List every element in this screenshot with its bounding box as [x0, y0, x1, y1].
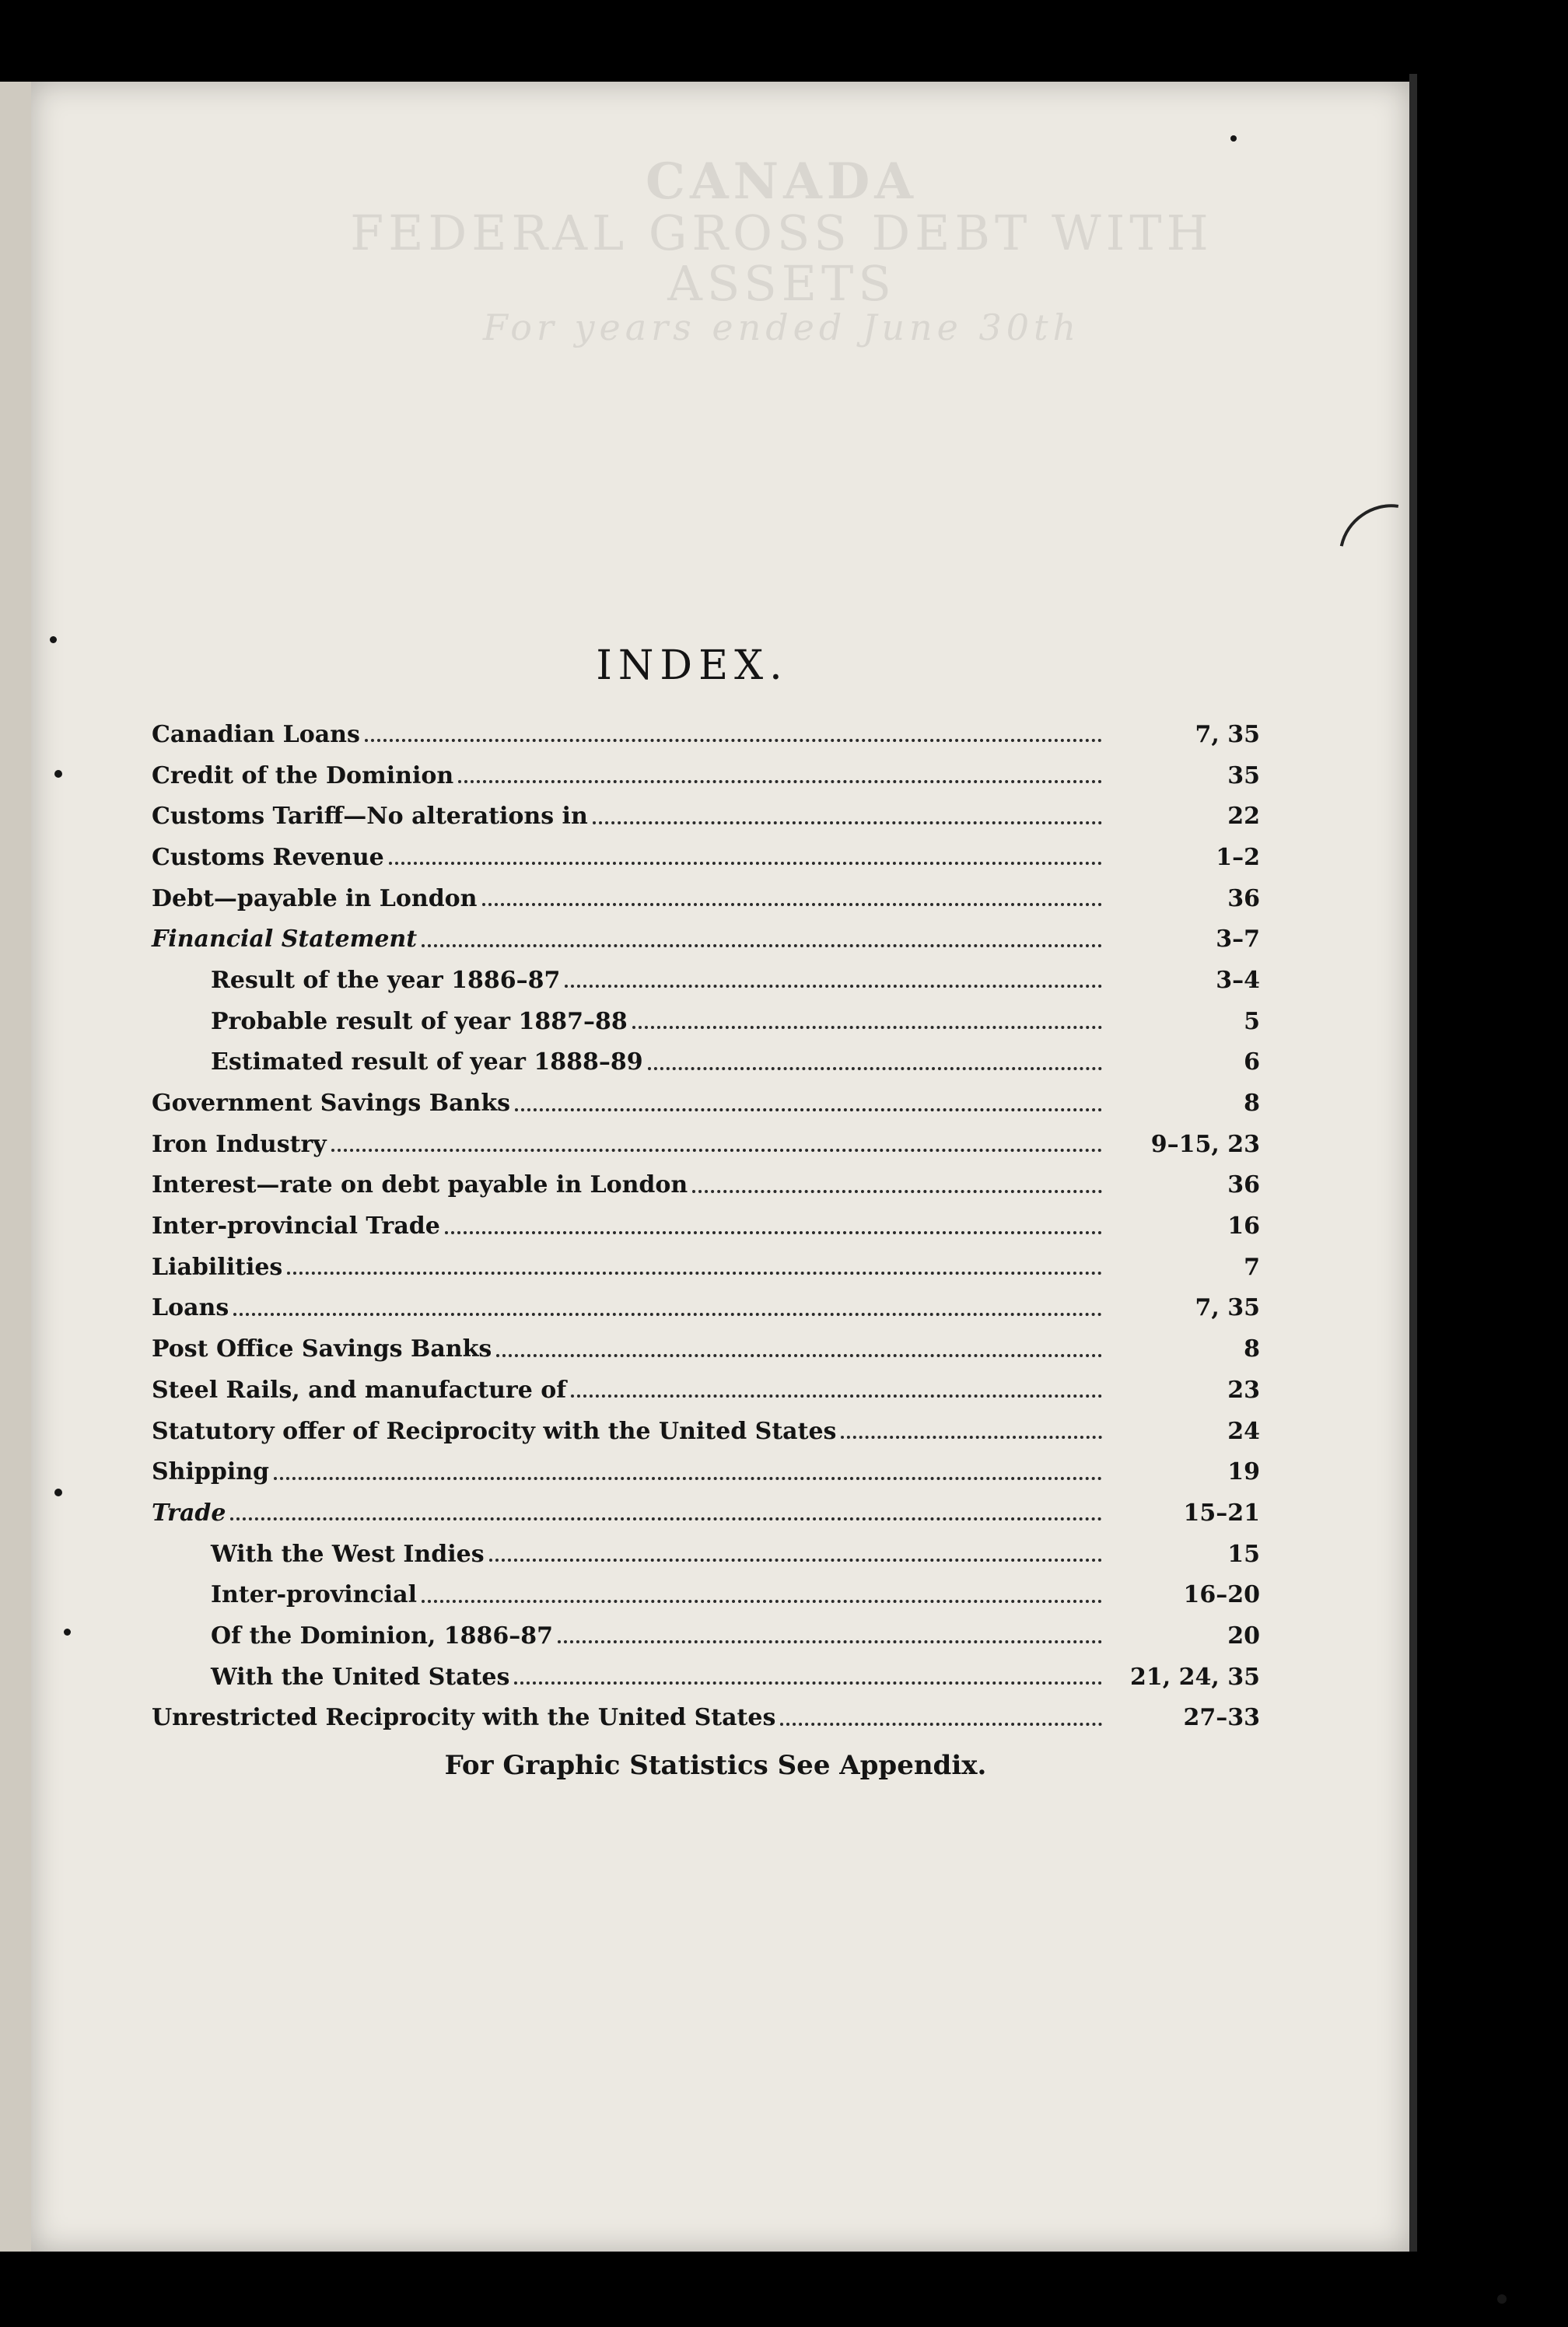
scan-speck — [64, 1629, 71, 1636]
dot-leader — [331, 1149, 1102, 1152]
bleed-through-line: CANADA — [646, 152, 918, 211]
dot-leader — [692, 1190, 1102, 1193]
index-subentry — [152, 1657, 1260, 1698]
entry-label: Canadian Loans — [152, 720, 360, 748]
dot-leader — [233, 1313, 1102, 1316]
dot-leader — [389, 862, 1102, 865]
index-subentry — [152, 1534, 1260, 1575]
dot-leader — [287, 1272, 1102, 1275]
entry-pages: 15 — [1227, 1540, 1260, 1568]
entry-label: Debt—payable in London — [152, 884, 478, 912]
entry-label: Of the Dominion, 1886–87 — [211, 1622, 554, 1650]
dot-leader — [514, 1681, 1102, 1685]
entry-label: Interest—rate on debt payable in London — [152, 1171, 688, 1199]
scan-speck — [54, 1489, 62, 1496]
entry-label: Inter-provincial — [211, 1581, 417, 1609]
entry-pages: 3–7 — [1216, 926, 1260, 954]
entry-pages: 16–20 — [1183, 1581, 1260, 1609]
entry-pages: 15–21 — [1183, 1499, 1260, 1527]
entry-pages: 7, 35 — [1195, 720, 1260, 748]
index-entry — [152, 714, 1260, 755]
index-entry — [152, 1165, 1260, 1206]
entry-pages: 22 — [1227, 803, 1260, 831]
dot-leader — [558, 1640, 1102, 1643]
dot-leader — [515, 1108, 1102, 1111]
entry-label: Probable result of year 1887–88 — [211, 1007, 628, 1035]
index-entry — [152, 1205, 1260, 1247]
entry-pages: 27–33 — [1183, 1704, 1260, 1732]
index-entry — [152, 1288, 1260, 1329]
dot-leader — [482, 903, 1103, 906]
index-subentry — [152, 1574, 1260, 1615]
dot-leader — [489, 1559, 1102, 1562]
entry-pages: 3–4 — [1216, 966, 1260, 994]
entry-pages: 23 — [1227, 1376, 1260, 1404]
index-entry — [152, 878, 1260, 919]
scan-speck — [1230, 135, 1237, 142]
entry-label: With the United States — [211, 1663, 510, 1691]
index-subentry — [152, 960, 1260, 1001]
dot-leader — [365, 739, 1102, 742]
dot-leader — [274, 1477, 1102, 1480]
entry-pages: 21, 24, 35 — [1129, 1663, 1260, 1691]
entry-pages: 36 — [1227, 1171, 1260, 1199]
entry-label: Loans — [152, 1294, 229, 1322]
dot-leader — [632, 1026, 1102, 1029]
entry-pages: 20 — [1227, 1622, 1260, 1650]
dot-leader — [780, 1723, 1102, 1726]
dot-leader — [458, 780, 1102, 783]
entry-label: Liabilities — [152, 1253, 283, 1281]
entry-label: Inter-provincial Trade — [152, 1212, 440, 1240]
index-entry — [152, 919, 1260, 960]
index-entry — [152, 837, 1260, 878]
index-entry — [152, 1328, 1260, 1370]
entry-pages: 5 — [1244, 1007, 1260, 1035]
dot-leader — [445, 1231, 1102, 1234]
dot-leader — [496, 1354, 1102, 1357]
index-entry — [152, 1492, 1260, 1534]
entry-label: Financial Statement — [152, 926, 418, 954]
entry-label: Trade — [152, 1499, 226, 1527]
dot-leader — [565, 985, 1102, 988]
binding-strip — [0, 82, 33, 2252]
dot-leader — [648, 1067, 1102, 1070]
index-subentry — [152, 1615, 1260, 1657]
entry-pages: 24 — [1227, 1417, 1260, 1445]
index-subentry — [152, 1001, 1260, 1042]
entry-label: Customs Revenue — [152, 843, 384, 871]
entry-label: Shipping — [152, 1458, 270, 1486]
entry-label: Unrestricted Reciprocity with the United States — [152, 1704, 776, 1732]
entry-pages: 8 — [1244, 1090, 1260, 1118]
bleed-through-text — [296, 152, 1268, 349]
entry-label: Credit of the Dominion — [152, 761, 454, 789]
entry-label: Customs Tariff—No alterations in — [152, 803, 588, 831]
entry-label: Government Savings Banks — [152, 1090, 511, 1118]
index-entry — [152, 1698, 1260, 1739]
dot-leader — [422, 1600, 1102, 1603]
index-list — [152, 714, 1260, 1738]
page-edge-shadow — [1409, 74, 1417, 2252]
index-entry — [152, 1370, 1260, 1411]
index-entry — [152, 796, 1260, 837]
entry-pages: 16 — [1227, 1212, 1260, 1240]
entry-pages: 7, 35 — [1195, 1294, 1260, 1322]
index-title: INDEX. — [596, 642, 789, 689]
scan-speck — [54, 770, 62, 778]
entry-pages: 35 — [1227, 761, 1260, 789]
index-entry — [152, 1083, 1260, 1124]
entry-label: Estimated result of year 1888–89 — [211, 1048, 643, 1076]
entry-label: Steel Rails, and manufacture of — [152, 1376, 567, 1404]
entry-pages: 9–15, 23 — [1150, 1130, 1260, 1158]
bleed-through-line: FEDERAL GROSS DEBT WITH ASSETS — [350, 205, 1213, 313]
bleed-through-line: For years ended June 30th — [482, 306, 1081, 349]
entry-label: Iron Industry — [152, 1130, 327, 1158]
index-entry — [152, 755, 1260, 796]
index-subentry — [152, 1042, 1260, 1083]
entry-pages: 8 — [1244, 1335, 1260, 1363]
scan-speck — [50, 636, 57, 643]
entry-pages: 7 — [1244, 1253, 1260, 1281]
entry-label: Post Office Savings Banks — [152, 1335, 492, 1363]
entry-label: Statutory offer of Reciprocity with the United States — [152, 1417, 837, 1445]
index-entry — [152, 1247, 1260, 1288]
entry-pages: 19 — [1227, 1458, 1260, 1486]
entry-label: Result of the year 1886–87 — [211, 966, 561, 994]
dot-leader — [593, 821, 1102, 824]
dot-leader — [230, 1517, 1102, 1520]
entry-pages: 6 — [1244, 1048, 1260, 1076]
scan-speck — [1497, 2294, 1507, 2304]
index-entry — [152, 1124, 1260, 1165]
entry-label: With the West Indies — [211, 1540, 485, 1568]
dot-leader — [422, 944, 1102, 947]
entry-pages: 1–2 — [1216, 843, 1260, 871]
entry-pages: 36 — [1227, 884, 1260, 912]
index-entry — [152, 1411, 1260, 1452]
dot-leader — [571, 1394, 1102, 1398]
dot-leader — [841, 1436, 1102, 1439]
index-entry — [152, 1451, 1260, 1492]
footer-note: For Graphic Statistics See Appendix. — [444, 1750, 987, 1781]
